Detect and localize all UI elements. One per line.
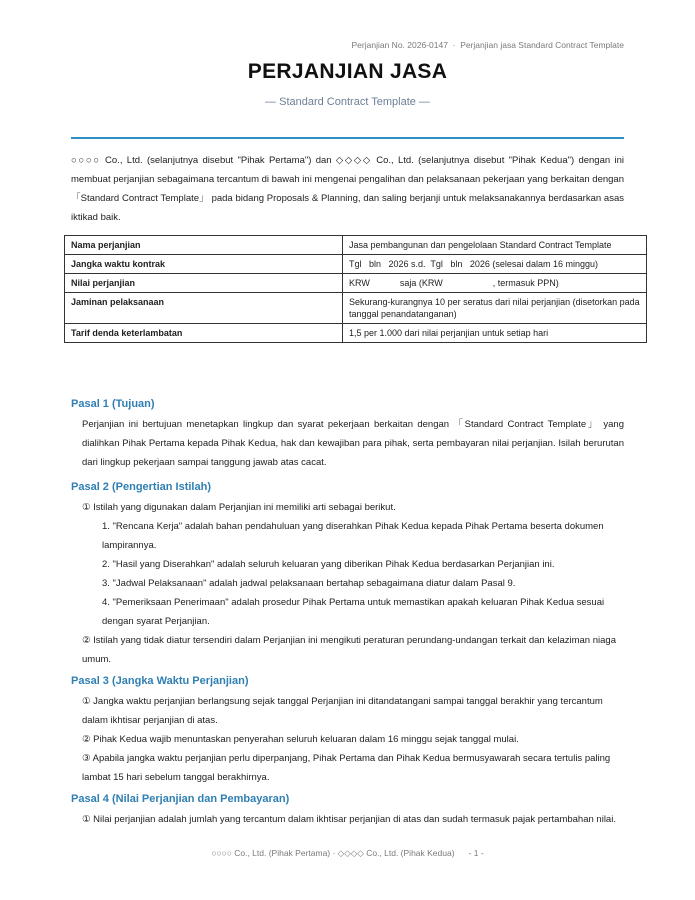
summary-value: Sekurang-kurangnya 10 per seratus dari nilai perjanjian (disetorkan pada tanggal penandatanganan)	[343, 293, 647, 324]
table-row	[65, 293, 647, 324]
summary-value: 1,5 per 1.000 dari nilai perjanjian untuk setiap hari	[343, 324, 647, 343]
summary-value: Jasa pembangunan dan pengelolaan Standard Contract Template	[343, 236, 647, 255]
article-4-title: Pasal 4 (Nilai Perjanjian dan Pembayaran)	[71, 793, 290, 805]
contract-summary-table	[64, 235, 647, 343]
page-number: - 1 -	[468, 848, 484, 858]
article-2-definition: 1. "Rencana Kerja" adalah bahan pendahuluan yang diserahkan Pihak Kedua kepada Pihak Pertama beserta dokumen lampirannya.	[102, 521, 604, 551]
table-row	[65, 324, 647, 343]
article-2-definition: 2. "Hasil yang Diserahkan" adalah seluruh keluaran yang diberikan Pihak Kedua berdasarkan Perjanjian ini.	[102, 559, 555, 570]
summary-label: Jaminan pelaksanaan	[65, 293, 343, 324]
footer-parties: ○○○○ Co., Ltd. (Pihak Pertama) · ◇◇◇◇ Co., Ltd. (Pihak Kedua)	[211, 848, 455, 858]
summary-value: KRW saja (KRW , termasuk PPN)	[343, 274, 647, 293]
article-2-definition: 3. "Jadwal Pelaksanaan" adalah jadwal pelaksanaan bertahap sebagaimana diatur dalam Pasal 9.	[102, 578, 516, 589]
document-subtitle: — Standard Contract Template —	[265, 96, 430, 108]
article-3-title: Pasal 3 (Jangka Waktu Perjanjian)	[71, 675, 249, 687]
article-2-clause-1: ① Istilah yang digunakan dalam Perjanjian ini memiliki arti sebagai berikut.	[82, 502, 396, 513]
article-4-clause-1: ① Nilai perjanjian adalah jumlah yang tercantum dalam ikhtisar perjanjian di atas dan sudah termasuk pajak pertambahan nilai.	[82, 814, 616, 825]
article-2-clause-2: ② Istilah yang tidak diatur tersendiri dalam Perjanjian ini mengikuti peraturan perundang-undangan terkait dan kelaziman niaga umum.	[82, 635, 616, 665]
title-divider	[71, 137, 624, 139]
article-3-clause-2: ② Pihak Kedua wajib menuntaskan penyerahan seluruh keluaran dalam 16 minggu sejak tanggal mulai.	[82, 734, 519, 745]
contract-body	[71, 396, 624, 829]
summary-value: Tgl bln 2026 s.d. Tgl bln 2026 (selesai dalam 16 minggu)	[343, 255, 647, 274]
running-header: Perjanjian No. 2026-0147 · Perjanjian jasa Standard Contract Template	[351, 40, 624, 50]
article-2-title: Pasal 2 (Pengertian Istilah)	[71, 481, 211, 493]
article-2-definition: 4. "Pemeriksaan Penerimaan" adalah prosedur Pihak Pertama untuk memastikan apakah keluaran Pihak Kedua sesuai dengan syarat Perjanjian.	[102, 597, 605, 627]
intro-paragraph: ○○○○ Co., Ltd. (selanjutnya disebut "Pihak Pertama") dan ◇◇◇◇ Co., Ltd. (selanjutnya disebut "Pihak Kedua") dengan ini membuat perjanjian sebagaimana tercantum di bawah ini mengenai pengalihan dan pelaksanaan pekerjaan yang berkaitan dengan 「Standard Contract Template」 pada bidang Proposals & Planning, dan saling berjanji untuk melaksanakannya berdasarkan asas iktikad baik.	[71, 155, 624, 223]
document-title: PERJANJIAN JASA	[247, 60, 448, 83]
table-row	[65, 255, 647, 274]
table-row	[65, 274, 647, 293]
summary-label: Nama perjanjian	[65, 236, 343, 255]
article-1-title: Pasal 1 (Tujuan)	[71, 398, 155, 410]
table-row	[65, 236, 647, 255]
summary-label: Tarif denda keterlambatan	[65, 324, 343, 343]
article-3-clause-3: ③ Apabila jangka waktu perjanjian perlu diperpanjang, Pihak Pertama dan Pihak Kedua bermusyawarah secara tertulis paling lambat 15 hari sebelum tanggal berakhirnya.	[82, 753, 611, 783]
article-3-clause-1: ① Jangka waktu perjanjian berlangsung sejak tanggal Perjanjian ini ditandatangani sampai tanggal berakhir yang tercantum dalam ikhtisar perjanjian di atas.	[82, 696, 603, 726]
summary-label: Nilai perjanjian	[65, 274, 343, 293]
page-footer	[0, 848, 695, 859]
summary-label: Jangka waktu kontrak	[65, 255, 343, 274]
article-1-text: Perjanjian ini bertujuan menetapkan lingkup dan syarat pekerjaan berkaitan dengan 「Standard Contract Template」 yang dialihkan Pihak Pertama kepada Pihak Kedua, hak dan kewajiban para pihak, serta pembayaran nilai perjanjian. Isilah berurutan dari lingkup pekerjaan sampai tanggung jawab atas cacat.	[82, 419, 624, 468]
